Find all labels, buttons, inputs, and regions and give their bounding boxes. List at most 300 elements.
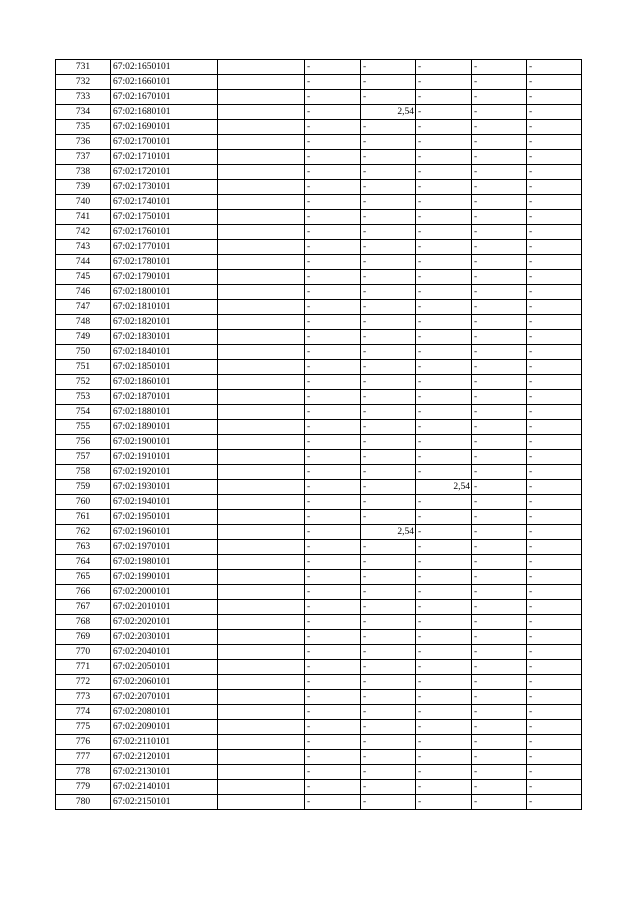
value-cell: - xyxy=(361,480,416,495)
row-number-cell: 759 xyxy=(56,480,111,495)
value-cell: - xyxy=(472,495,527,510)
cadastral-code-cell: 67:02:1720101 xyxy=(111,165,218,180)
value-cell: - xyxy=(527,150,582,165)
value-cell: - xyxy=(472,735,527,750)
empty-cell xyxy=(218,765,305,780)
registry-table xyxy=(55,59,582,810)
table-row xyxy=(56,720,582,735)
value-cell: - xyxy=(416,660,472,675)
value-cell: - xyxy=(361,645,416,660)
cadastral-code-cell: 67:02:1810101 xyxy=(111,300,218,315)
value-cell: - xyxy=(472,150,527,165)
row-number-cell: 771 xyxy=(56,660,111,675)
value-cell: - xyxy=(305,780,361,795)
table-row xyxy=(56,480,582,495)
value-cell: - xyxy=(305,240,361,255)
cadastral-code-cell: 67:02:1750101 xyxy=(111,210,218,225)
value-cell: - xyxy=(416,150,472,165)
value-cell: - xyxy=(416,570,472,585)
value-cell: - xyxy=(305,480,361,495)
value-cell: - xyxy=(472,390,527,405)
value-cell: - xyxy=(527,720,582,735)
value-cell: - xyxy=(416,630,472,645)
value-cell: - xyxy=(305,135,361,150)
value-cell: - xyxy=(361,450,416,465)
value-cell: - xyxy=(472,570,527,585)
empty-cell xyxy=(218,645,305,660)
value-cell: - xyxy=(472,525,527,540)
value-cell: - xyxy=(527,360,582,375)
table-row xyxy=(56,795,582,810)
row-number-cell: 740 xyxy=(56,195,111,210)
table-row xyxy=(56,765,582,780)
cadastral-code-cell: 67:02:1680101 xyxy=(111,105,218,120)
empty-cell xyxy=(218,690,305,705)
value-cell: - xyxy=(361,120,416,135)
cadastral-code-cell: 67:02:1940101 xyxy=(111,495,218,510)
table-row xyxy=(56,195,582,210)
value-cell: - xyxy=(472,210,527,225)
table-row xyxy=(56,105,582,120)
value-cell: - xyxy=(361,555,416,570)
cadastral-code-cell: 67:02:2020101 xyxy=(111,615,218,630)
cadastral-code-cell: 67:02:1800101 xyxy=(111,285,218,300)
cadastral-code-cell: 67:02:2130101 xyxy=(111,765,218,780)
value-cell: - xyxy=(416,300,472,315)
value-cell: - xyxy=(305,450,361,465)
empty-cell xyxy=(218,390,305,405)
value-cell: - xyxy=(416,240,472,255)
value-cell: - xyxy=(416,435,472,450)
value-cell: 2,54 xyxy=(416,480,472,495)
value-cell: - xyxy=(361,330,416,345)
value-cell: - xyxy=(472,105,527,120)
empty-cell xyxy=(218,165,305,180)
value-cell: - xyxy=(527,180,582,195)
value-cell: - xyxy=(527,90,582,105)
value-cell: - xyxy=(361,630,416,645)
value-cell: - xyxy=(416,675,472,690)
table-row xyxy=(56,135,582,150)
cadastral-code-cell: 67:02:1920101 xyxy=(111,465,218,480)
value-cell: - xyxy=(416,135,472,150)
value-cell: - xyxy=(305,60,361,75)
value-cell: - xyxy=(472,510,527,525)
table-row xyxy=(56,345,582,360)
value-cell: - xyxy=(416,645,472,660)
value-cell: - xyxy=(416,465,472,480)
empty-cell xyxy=(218,255,305,270)
value-cell: - xyxy=(305,795,361,810)
table-row xyxy=(56,645,582,660)
table-row xyxy=(56,735,582,750)
table-row xyxy=(56,450,582,465)
value-cell: - xyxy=(361,135,416,150)
cadastral-code-cell: 67:02:1900101 xyxy=(111,435,218,450)
value-cell: - xyxy=(527,510,582,525)
table-row xyxy=(56,750,582,765)
value-cell: - xyxy=(361,495,416,510)
cadastral-code-cell: 67:02:1710101 xyxy=(111,150,218,165)
value-cell: - xyxy=(416,330,472,345)
value-cell: - xyxy=(527,795,582,810)
value-cell: - xyxy=(416,405,472,420)
value-cell: - xyxy=(416,600,472,615)
row-number-cell: 738 xyxy=(56,165,111,180)
empty-cell xyxy=(218,360,305,375)
value-cell: - xyxy=(472,765,527,780)
row-number-cell: 748 xyxy=(56,315,111,330)
value-cell: - xyxy=(472,240,527,255)
row-number-cell: 749 xyxy=(56,330,111,345)
row-number-cell: 747 xyxy=(56,300,111,315)
value-cell: - xyxy=(305,465,361,480)
table-row xyxy=(56,420,582,435)
value-cell: - xyxy=(527,555,582,570)
value-cell: - xyxy=(527,735,582,750)
table-row xyxy=(56,780,582,795)
empty-cell xyxy=(218,720,305,735)
table-row xyxy=(56,390,582,405)
empty-cell xyxy=(218,405,305,420)
cadastral-code-cell: 67:02:1870101 xyxy=(111,390,218,405)
value-cell: - xyxy=(527,255,582,270)
cadastral-code-cell: 67:02:1660101 xyxy=(111,75,218,90)
table-row xyxy=(56,585,582,600)
row-number-cell: 752 xyxy=(56,375,111,390)
value-cell: - xyxy=(361,225,416,240)
value-cell: - xyxy=(472,675,527,690)
value-cell: - xyxy=(361,615,416,630)
value-cell: - xyxy=(472,690,527,705)
empty-cell xyxy=(218,225,305,240)
value-cell: - xyxy=(361,795,416,810)
cadastral-code-cell: 67:02:2080101 xyxy=(111,705,218,720)
value-cell: - xyxy=(472,465,527,480)
value-cell: - xyxy=(527,165,582,180)
value-cell: - xyxy=(472,300,527,315)
value-cell: - xyxy=(361,540,416,555)
value-cell: - xyxy=(527,645,582,660)
value-cell: - xyxy=(305,210,361,225)
value-cell: - xyxy=(472,555,527,570)
value-cell: - xyxy=(527,480,582,495)
empty-cell xyxy=(218,420,305,435)
value-cell: - xyxy=(472,540,527,555)
table-row xyxy=(56,225,582,240)
cadastral-code-cell: 67:02:2010101 xyxy=(111,600,218,615)
value-cell: - xyxy=(361,720,416,735)
table-row xyxy=(56,270,582,285)
table-row xyxy=(56,405,582,420)
cadastral-code-cell: 67:02:1840101 xyxy=(111,345,218,360)
cadastral-code-cell: 67:02:1950101 xyxy=(111,510,218,525)
value-cell: - xyxy=(527,225,582,240)
empty-cell xyxy=(218,780,305,795)
value-cell: - xyxy=(416,375,472,390)
value-cell: - xyxy=(527,270,582,285)
value-cell: - xyxy=(416,90,472,105)
value-cell: - xyxy=(305,225,361,240)
table-row xyxy=(56,465,582,480)
table-row xyxy=(56,690,582,705)
cadastral-code-cell: 67:02:1780101 xyxy=(111,255,218,270)
empty-cell xyxy=(218,105,305,120)
empty-cell xyxy=(218,750,305,765)
value-cell: - xyxy=(361,735,416,750)
value-cell: - xyxy=(416,540,472,555)
row-number-cell: 766 xyxy=(56,585,111,600)
cadastral-code-cell: 67:02:2090101 xyxy=(111,720,218,735)
value-cell: - xyxy=(416,720,472,735)
value-cell: - xyxy=(305,510,361,525)
value-cell: - xyxy=(527,750,582,765)
value-cell: - xyxy=(361,600,416,615)
value-cell: - xyxy=(305,525,361,540)
value-cell: - xyxy=(361,510,416,525)
empty-cell xyxy=(218,510,305,525)
value-cell: - xyxy=(527,75,582,90)
value-cell: - xyxy=(527,570,582,585)
empty-cell xyxy=(218,435,305,450)
value-cell: - xyxy=(305,495,361,510)
cadastral-code-cell: 67:02:1960101 xyxy=(111,525,218,540)
row-number-cell: 745 xyxy=(56,270,111,285)
value-cell: - xyxy=(361,375,416,390)
value-cell: - xyxy=(472,120,527,135)
cadastral-code-cell: 67:02:2110101 xyxy=(111,735,218,750)
cadastral-code-cell: 67:02:1860101 xyxy=(111,375,218,390)
row-number-cell: 735 xyxy=(56,120,111,135)
value-cell: - xyxy=(527,60,582,75)
value-cell: - xyxy=(305,630,361,645)
value-cell: - xyxy=(305,390,361,405)
empty-cell xyxy=(218,660,305,675)
table-row xyxy=(56,90,582,105)
value-cell: - xyxy=(416,390,472,405)
value-cell: - xyxy=(527,465,582,480)
value-cell: - xyxy=(305,420,361,435)
cadastral-code-cell: 67:02:2040101 xyxy=(111,645,218,660)
value-cell: - xyxy=(361,465,416,480)
value-cell: - xyxy=(416,795,472,810)
value-cell: - xyxy=(472,705,527,720)
value-cell: - xyxy=(472,375,527,390)
value-cell: - xyxy=(527,300,582,315)
value-cell: - xyxy=(361,750,416,765)
value-cell: - xyxy=(472,60,527,75)
value-cell: - xyxy=(416,450,472,465)
value-cell: - xyxy=(416,60,472,75)
value-cell: - xyxy=(527,135,582,150)
row-number-cell: 772 xyxy=(56,675,111,690)
value-cell: - xyxy=(305,555,361,570)
table-row xyxy=(56,150,582,165)
value-cell: - xyxy=(361,90,416,105)
value-cell: - xyxy=(416,735,472,750)
empty-cell xyxy=(218,540,305,555)
value-cell: - xyxy=(527,585,582,600)
row-number-cell: 754 xyxy=(56,405,111,420)
row-number-cell: 761 xyxy=(56,510,111,525)
value-cell: - xyxy=(361,360,416,375)
cadastral-code-cell: 67:02:1690101 xyxy=(111,120,218,135)
value-cell: - xyxy=(527,660,582,675)
empty-cell xyxy=(218,465,305,480)
registry-table-body xyxy=(56,60,582,810)
value-cell: - xyxy=(527,600,582,615)
value-cell: - xyxy=(472,630,527,645)
value-cell: - xyxy=(305,660,361,675)
empty-cell xyxy=(218,705,305,720)
row-number-cell: 777 xyxy=(56,750,111,765)
value-cell: - xyxy=(416,195,472,210)
value-cell: - xyxy=(472,360,527,375)
cadastral-code-cell: 67:02:1730101 xyxy=(111,180,218,195)
row-number-cell: 758 xyxy=(56,465,111,480)
value-cell: - xyxy=(472,255,527,270)
table-row xyxy=(56,630,582,645)
table-row xyxy=(56,375,582,390)
row-number-cell: 765 xyxy=(56,570,111,585)
value-cell: - xyxy=(361,705,416,720)
row-number-cell: 760 xyxy=(56,495,111,510)
row-number-cell: 755 xyxy=(56,420,111,435)
table-row xyxy=(56,210,582,225)
empty-cell xyxy=(218,315,305,330)
row-number-cell: 744 xyxy=(56,255,111,270)
row-number-cell: 731 xyxy=(56,60,111,75)
empty-cell xyxy=(218,735,305,750)
row-number-cell: 750 xyxy=(56,345,111,360)
row-number-cell: 742 xyxy=(56,225,111,240)
row-number-cell: 780 xyxy=(56,795,111,810)
value-cell: - xyxy=(361,390,416,405)
cadastral-code-cell: 67:02:1670101 xyxy=(111,90,218,105)
value-cell: - xyxy=(416,690,472,705)
value-cell: - xyxy=(472,450,527,465)
value-cell: - xyxy=(472,195,527,210)
value-cell: - xyxy=(305,765,361,780)
row-number-cell: 732 xyxy=(56,75,111,90)
value-cell: - xyxy=(416,585,472,600)
table-row xyxy=(56,435,582,450)
value-cell: - xyxy=(305,690,361,705)
row-number-cell: 756 xyxy=(56,435,111,450)
value-cell: - xyxy=(527,630,582,645)
empty-cell xyxy=(218,555,305,570)
row-number-cell: 737 xyxy=(56,150,111,165)
value-cell: - xyxy=(361,570,416,585)
empty-cell xyxy=(218,450,305,465)
row-number-cell: 779 xyxy=(56,780,111,795)
value-cell: - xyxy=(472,480,527,495)
value-cell: - xyxy=(472,795,527,810)
value-cell: - xyxy=(305,105,361,120)
value-cell: 2,54 xyxy=(361,525,416,540)
value-cell: - xyxy=(361,420,416,435)
value-cell: - xyxy=(361,180,416,195)
empty-cell xyxy=(218,345,305,360)
table-row xyxy=(56,120,582,135)
value-cell: - xyxy=(361,405,416,420)
table-row xyxy=(56,570,582,585)
value-cell: - xyxy=(361,690,416,705)
row-number-cell: 773 xyxy=(56,690,111,705)
value-cell: - xyxy=(305,345,361,360)
empty-cell xyxy=(218,120,305,135)
table-row xyxy=(56,165,582,180)
value-cell: - xyxy=(472,585,527,600)
value-cell: - xyxy=(416,180,472,195)
value-cell: - xyxy=(527,315,582,330)
value-cell: - xyxy=(361,435,416,450)
value-cell: - xyxy=(305,180,361,195)
value-cell: - xyxy=(305,720,361,735)
value-cell: - xyxy=(416,525,472,540)
row-number-cell: 778 xyxy=(56,765,111,780)
value-cell: - xyxy=(361,150,416,165)
empty-cell xyxy=(218,75,305,90)
table-row xyxy=(56,315,582,330)
value-cell: - xyxy=(305,330,361,345)
value-cell: - xyxy=(416,315,472,330)
cadastral-code-cell: 67:02:1880101 xyxy=(111,405,218,420)
value-cell: 2,54 xyxy=(361,105,416,120)
table-row xyxy=(56,615,582,630)
cadastral-code-cell: 67:02:1890101 xyxy=(111,420,218,435)
table-row xyxy=(56,75,582,90)
row-number-cell: 768 xyxy=(56,615,111,630)
value-cell: - xyxy=(361,210,416,225)
value-cell: - xyxy=(361,165,416,180)
table-row xyxy=(56,360,582,375)
empty-cell xyxy=(218,570,305,585)
value-cell: - xyxy=(472,90,527,105)
cadastral-code-cell: 67:02:1650101 xyxy=(111,60,218,75)
value-cell: - xyxy=(416,780,472,795)
value-cell: - xyxy=(305,360,361,375)
table-row xyxy=(56,510,582,525)
value-cell: - xyxy=(305,285,361,300)
value-cell: - xyxy=(527,285,582,300)
empty-cell xyxy=(218,270,305,285)
value-cell: - xyxy=(361,780,416,795)
row-number-cell: 770 xyxy=(56,645,111,660)
row-number-cell: 776 xyxy=(56,735,111,750)
empty-cell xyxy=(218,195,305,210)
cadastral-code-cell: 67:02:2150101 xyxy=(111,795,218,810)
table-row xyxy=(56,60,582,75)
value-cell: - xyxy=(527,705,582,720)
row-number-cell: 762 xyxy=(56,525,111,540)
cadastral-code-cell: 67:02:1740101 xyxy=(111,195,218,210)
table-row xyxy=(56,660,582,675)
cadastral-code-cell: 67:02:2070101 xyxy=(111,690,218,705)
empty-cell xyxy=(218,375,305,390)
value-cell: - xyxy=(361,765,416,780)
cadastral-code-cell: 67:02:1700101 xyxy=(111,135,218,150)
empty-cell xyxy=(218,300,305,315)
value-cell: - xyxy=(305,705,361,720)
value-cell: - xyxy=(527,435,582,450)
cadastral-code-cell: 67:02:1760101 xyxy=(111,225,218,240)
value-cell: - xyxy=(305,165,361,180)
value-cell: - xyxy=(416,285,472,300)
value-cell: - xyxy=(361,345,416,360)
value-cell: - xyxy=(416,495,472,510)
row-number-cell: 746 xyxy=(56,285,111,300)
